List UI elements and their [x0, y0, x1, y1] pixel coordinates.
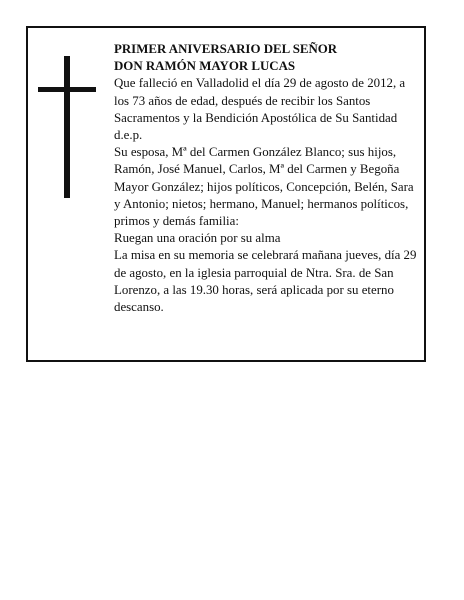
- notice-text: [114, 41, 420, 316]
- notice-title-line1: PRIMER ANIVERSARIO DEL SEÑOR: [114, 42, 338, 56]
- obituary-notice: [26, 26, 426, 362]
- death-info-paragraph: Que falleció en Valladolid el día 29 de agosto de 2012, a los 73 años de edad, después de recibir los Santos Sacramentos y la Bendición Apostólica de Su Santidad d.e.p.: [114, 76, 406, 143]
- cross-horizontal-bar: [38, 87, 96, 92]
- family-paragraph: Su esposa, Mª del Carmen González Blanco; sus hijos, Ramón, José Manuel, Carlos, Mª del Carmen y Begoña Mayor González; hijos políticos, Concepción, Belén, Sara y Antonio; nietos; hermano, Manuel; hermanos políticos, primos y demás familia:: [114, 145, 414, 229]
- notice-title-line2: DON RAMÓN MAYOR LUCAS: [114, 59, 296, 74]
- prayer-line: Ruegan una oración por su alma: [114, 231, 281, 246]
- mass-paragraph: La misa en su memoria se celebrará mañana jueves, día 29 de agosto, en la iglesia parroquial de Ntra. Sra. de San Lorenzo, a las 19.30 horas, será aplicada por su eterno descanso.: [114, 248, 417, 315]
- cross-vertical-bar: [64, 56, 70, 198]
- cross-icon: [38, 56, 96, 198]
